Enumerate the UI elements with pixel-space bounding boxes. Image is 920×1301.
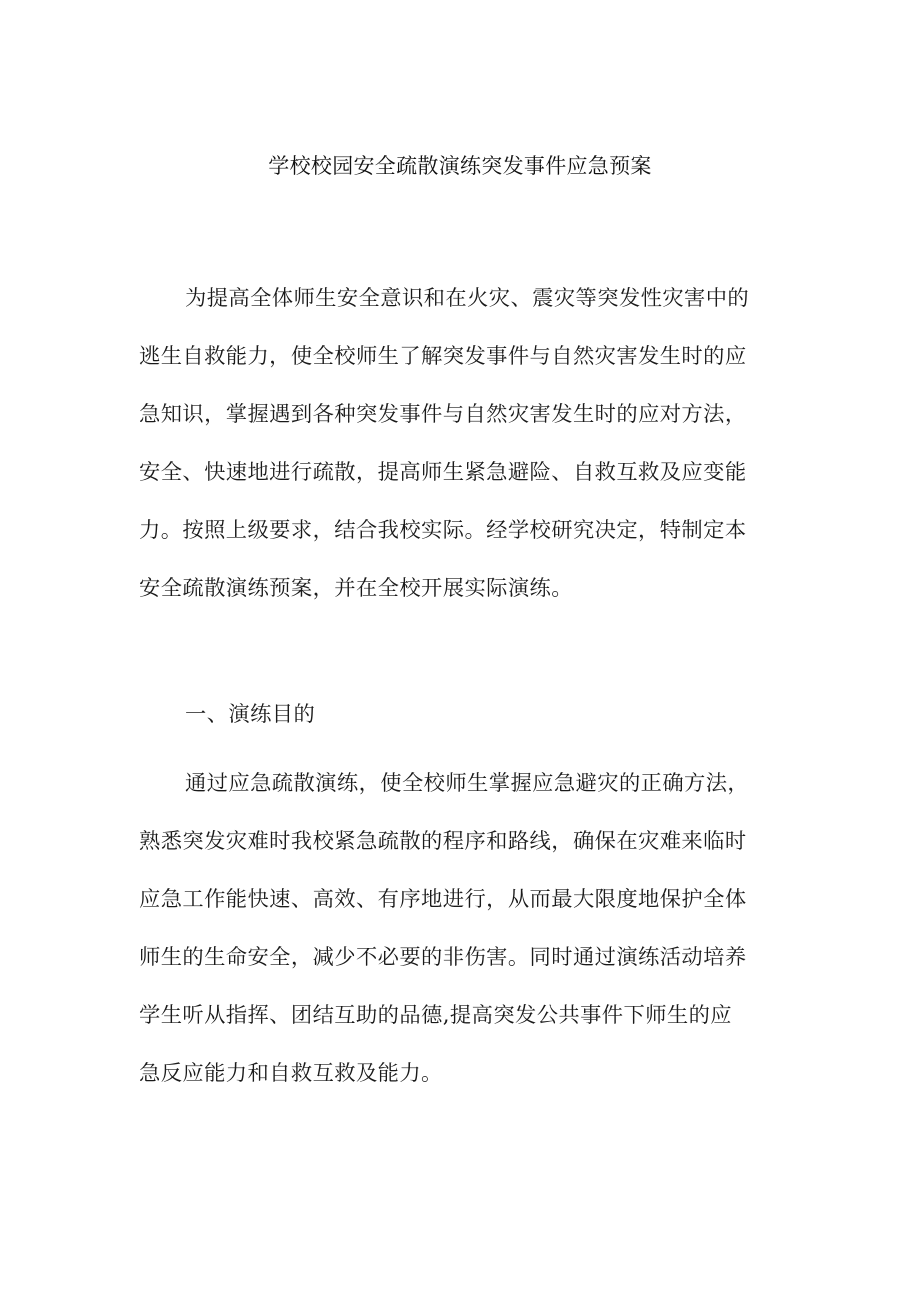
paragraph-line: 安全疏散演练预案，并在全校开展实际演练。 <box>139 576 573 601</box>
paragraph-line: 学生听从指挥、团结互助的品德,提高突发公共事件下师生的应 <box>139 1003 732 1028</box>
paragraph-line: 安全、快速地进行疏散，提高师生紧急避险、自救互救及应变能 <box>139 460 747 485</box>
paragraph-line: 应急工作能快速、高效、有序地进行，从而最大限度地保护全体 <box>139 887 747 912</box>
paragraph-line: 急反应能力和自救互救及能力。 <box>139 1061 443 1086</box>
paragraph-line: 逃生自救能力，使全校师生了解突发事件与自然灾害发生时的应 <box>139 344 747 369</box>
section-1-heading: 一、演练目的 <box>185 702 316 727</box>
paragraph-line: 急知识，掌握遇到各种突发事件与自然灾害发生时的应对方法， <box>139 402 747 427</box>
paragraph-line: 熟悉突发灾难时我校紧急疏散的程序和路线，确保在灾难来临时 <box>139 829 747 854</box>
intro-paragraph <box>139 270 781 618</box>
document-title: 学校校园安全疏散演练突发事件应急预案 <box>268 154 652 178</box>
paragraph-line: 力。按照上级要求，结合我校实际。经学校研究决定，特制定本 <box>139 518 747 543</box>
paragraph-line: 通过应急疏散演练，使全校师生掌握应急避灾的正确方法， <box>185 771 750 796</box>
section-1-paragraph <box>139 755 781 1103</box>
section-heading <box>139 686 781 744</box>
paragraph-line: 为提高全体师生安全意识和在火灾、震灾等突发性灾害中的 <box>185 286 750 311</box>
paragraph-line: 师生的生命安全，减少不必要的非伤害。同时通过演练活动培养 <box>139 945 747 970</box>
